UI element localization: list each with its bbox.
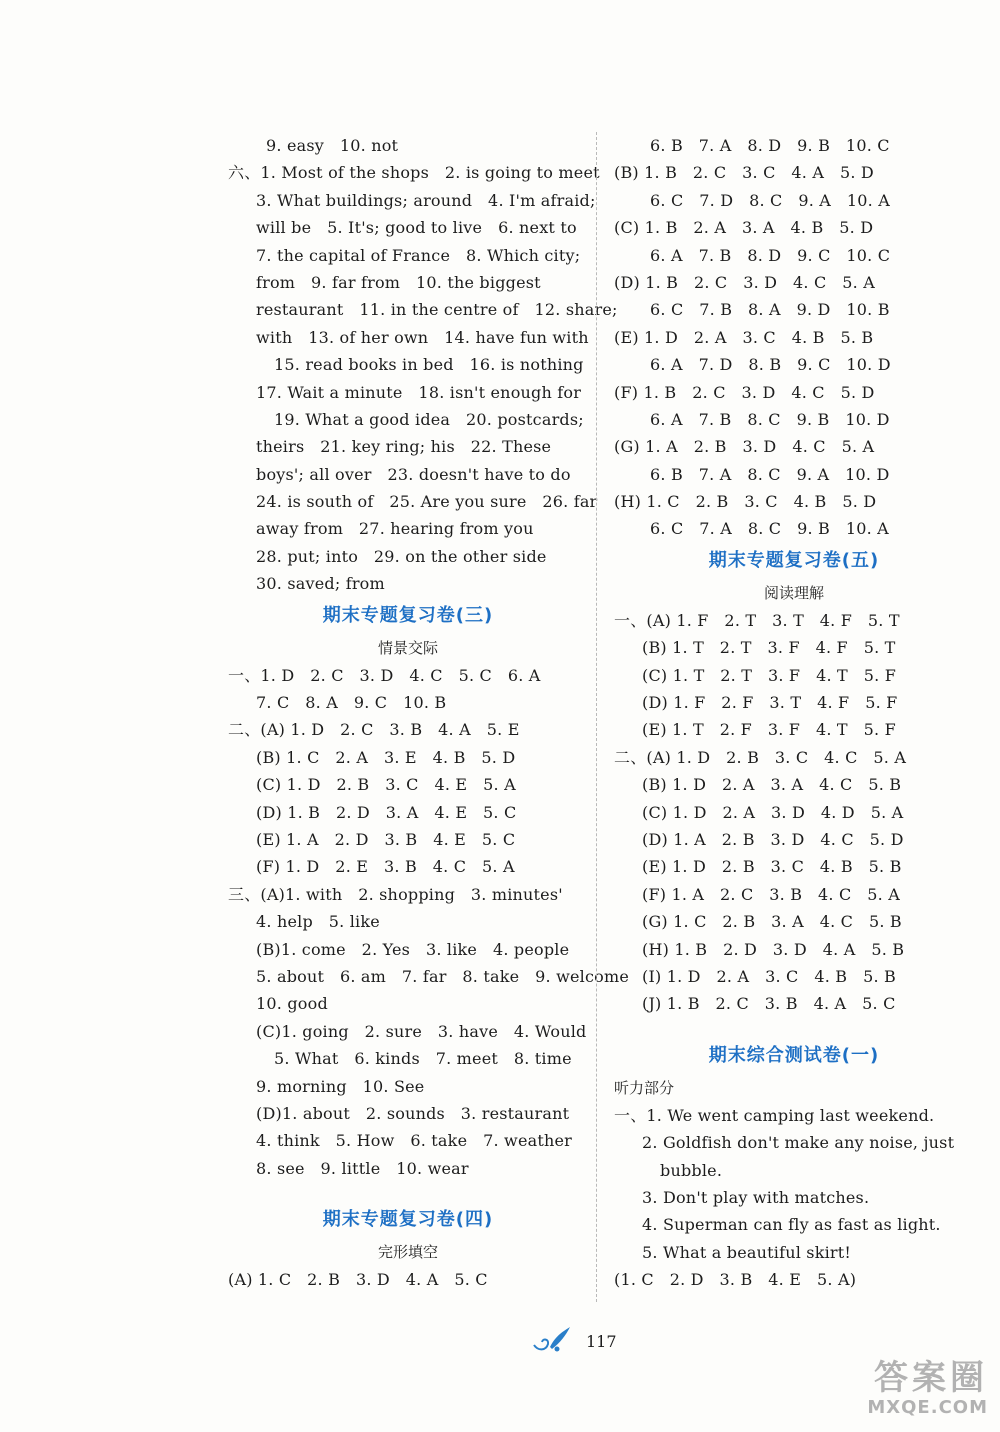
answer-line: bubble. <box>660 1160 723 1180</box>
answer-line: (B) 1. C 2. A 3. E 4. B 5. D <box>256 747 516 767</box>
answer-line: (C)1. going 2. sure 3. have 4. Would <box>256 1021 587 1041</box>
answer-line: (D) 1. B 2. D 3. A 4. E 5. C <box>256 802 517 822</box>
answer-line: 3. What buildings; around 4. I'm afraid; <box>256 190 596 210</box>
section-label: 听力部分 <box>614 1078 675 1097</box>
answer-line: 三、(A)1. with 2. shopping 3. minutes' <box>228 884 563 904</box>
answer-line: (D) 1. B 2. C 3. D 4. C 5. A <box>614 272 876 292</box>
section-title: 期末综合测试卷(一) <box>708 1044 880 1066</box>
answer-line: (F) 1. A 2. C 3. B 4. C 5. A <box>642 884 901 904</box>
answer-line: (E) 1. D 2. B 3. C 4. B 5. B <box>642 857 902 877</box>
section-subtitle: 完形填空 <box>377 1243 438 1262</box>
answer-line: 28. put; into 29. on the other side <box>256 546 547 566</box>
answer-line: 7. the capital of France 8. Which city; <box>256 245 581 265</box>
section-title: 期末专题复习卷(五) <box>708 549 880 571</box>
section-title: 期末专题复习卷(四) <box>322 1209 494 1231</box>
answer-line: 15. read books in bed 16. is nothing <box>274 355 584 375</box>
answer-line: theirs 21. key ring; his 22. These <box>256 437 552 457</box>
answer-line: (E) 1. A 2. D 3. B 4. E 5. C <box>256 829 516 849</box>
answer-line: 4. help 5. like <box>256 912 380 932</box>
section-title: 期末专题复习卷(三) <box>322 604 494 626</box>
spacer <box>228 1182 588 1202</box>
answer-line: (I) 1. D 2. A 3. C 4. B 5. B <box>642 966 897 986</box>
answer-line: (J) 1. B 2. C 3. B 4. A 5. C <box>642 994 896 1014</box>
section-final-test-1 <box>614 1038 974 1294</box>
answer-line: 一、(A) 1. F 2. T 3. T 4. F 5. T <box>614 610 900 630</box>
answer-line: 5. about 6. am 7. far 8. take 9. welcome <box>256 966 630 986</box>
answer-line: (D) 1. F 2. F 3. T 4. F 5. F <box>642 693 898 713</box>
answer-line: 4. think 5. How 6. take 7. weather <box>256 1131 572 1151</box>
spacer <box>614 1018 974 1038</box>
answer-line: 24. is south of 25. Are you sure 26. far <box>256 492 598 512</box>
answer-line: (B) 1. D 2. A 3. A 4. C 5. B <box>642 775 902 795</box>
answer-line: 一、1. We went camping last weekend. <box>614 1105 935 1125</box>
answer-line: boys'; all over 23. doesn't have to do <box>256 464 571 484</box>
answer-line: with 13. of her own 14. have fun with <box>256 327 589 347</box>
answer-line: 5. What a beautiful skirt! <box>642 1242 852 1262</box>
answer-line: 5. What 6. kinds 7. meet 8. time <box>274 1049 572 1069</box>
answer-line: (F) 1. B 2. C 3. D 4. C 5. D <box>614 382 875 402</box>
answer-line: 9. morning 10. See <box>256 1076 425 1096</box>
answer-line: (B)1. come 2. Yes 3. like 4. people <box>256 939 570 959</box>
answer-line: 4. Superman can fly as fast as light. <box>642 1215 941 1235</box>
right-column <box>614 132 974 1293</box>
answer-line: (H) 1. B 2. D 3. D 4. A 5. B <box>642 939 905 959</box>
answer-line: 6. A 7. B 8. C 9. B 10. D <box>650 409 890 429</box>
answer-line: (E) 1. D 2. A 3. C 4. B 5. B <box>614 327 874 347</box>
answer-line: 2. Goldfish don't make any noise, just <box>642 1133 955 1153</box>
section-review-5 <box>614 543 974 1018</box>
watermark-logo <box>798 1358 988 1424</box>
page-footer <box>530 1326 617 1356</box>
answer-line: 6. A 7. D 8. B 9. C 10. D <box>650 355 891 375</box>
swirl-ornament-icon <box>530 1325 574 1357</box>
answer-line: 二、(A) 1. D 2. C 3. B 4. A 5. E <box>228 720 520 740</box>
watermark-url: MXQE.COM <box>867 1397 988 1418</box>
answer-line: 6. B 7. A 8. C 9. A 10. D <box>650 464 890 484</box>
answer-line: (D) 1. A 2. B 3. D 4. C 5. D <box>642 829 904 849</box>
section-subtitle: 情景交际 <box>377 638 438 657</box>
answer-line: (B) 1. T 2. T 3. F 4. F 5. T <box>642 638 896 658</box>
answer-line: 6. A 7. B 8. D 9. C 10. C <box>650 245 891 265</box>
answer-line: (C) 1. T 2. T 3. F 4. T 5. F <box>642 665 897 685</box>
answer-line: 6. C 7. B 8. A 9. D 10. B <box>650 300 890 320</box>
answer-line: (H) 1. C 2. B 3. C 4. B 5. D <box>614 492 877 512</box>
answer-line: restaurant 11. in the centre of 12. share; <box>256 300 618 320</box>
answer-line: 7. C 8. A 9. C 10. B <box>256 693 447 713</box>
answer-line: 10. good <box>256 994 328 1014</box>
answer-line: (B) 1. B 2. C 3. C 4. A 5. D <box>614 163 874 183</box>
section-review-3 <box>228 598 630 1182</box>
answer-line: (C) 1. D 2. A 3. D 4. D 5. A <box>642 802 904 822</box>
answer-line: (A) 1. C 2. B 3. D 4. A 5. C <box>228 1270 488 1290</box>
answer-line: 6. C 7. D 8. C 9. A 10. A <box>650 190 890 210</box>
answer-line: 30. saved; from <box>256 574 385 594</box>
answer-line: will be 5. It's; good to live 6. next to <box>256 218 577 238</box>
answer-line: from 9. far from 10. the biggest <box>256 272 541 292</box>
section-review-4 <box>228 1202 588 1293</box>
section-subtitle: 阅读理解 <box>763 583 824 602</box>
answer-line: (D)1. about 2. sounds 3. restaurant <box>256 1103 570 1123</box>
answer-line: 17. Wait a minute 18. isn't enough for <box>256 382 582 402</box>
answer-line: 6. B 7. A 8. D 9. B 10. C <box>650 136 890 155</box>
answer-line: 9. easy 10. not <box>266 136 399 155</box>
answer-line: 一、1. D 2. C 3. D 4. C 5. C 6. A <box>228 665 541 685</box>
continued-answers <box>614 132 974 543</box>
answer-line: 3. Don't play with matches. <box>642 1187 870 1207</box>
column-divider <box>596 132 597 1302</box>
left-column <box>228 132 630 1293</box>
answer-line: (C) 1. D 2. B 3. C 4. E 5. A <box>256 775 516 795</box>
continued-answers <box>228 132 618 598</box>
answer-line: 8. see 9. little 10. wear <box>256 1158 469 1178</box>
answer-line: 六、1. Most of the shops 2. is going to meet <box>228 163 600 183</box>
answer-line: (1. C 2. D 3. B 4. E 5. A) <box>614 1270 857 1290</box>
answer-line: 6. C 7. A 8. C 9. B 10. A <box>650 519 889 539</box>
answer-line: (C) 1. B 2. A 3. A 4. B 5. D <box>614 218 874 238</box>
answer-line: away from 27. hearing from you <box>256 519 534 539</box>
answer-line: (G) 1. A 2. B 3. D 4. C 5. A <box>614 437 875 457</box>
answer-line: 二、(A) 1. D 2. B 3. C 4. C 5. A <box>614 747 907 767</box>
watermark-text: 答案圈 <box>874 1358 988 1398</box>
answer-line: (F) 1. D 2. E 3. B 4. C 5. A <box>256 857 515 877</box>
answer-line: 19. What a good idea 20. postcards; <box>274 409 584 429</box>
answer-line: (G) 1. C 2. B 3. A 4. C 5. B <box>642 912 902 932</box>
page-number: 117 <box>586 1331 617 1351</box>
answer-line: (E) 1. T 2. F 3. F 4. T 5. F <box>642 720 896 740</box>
